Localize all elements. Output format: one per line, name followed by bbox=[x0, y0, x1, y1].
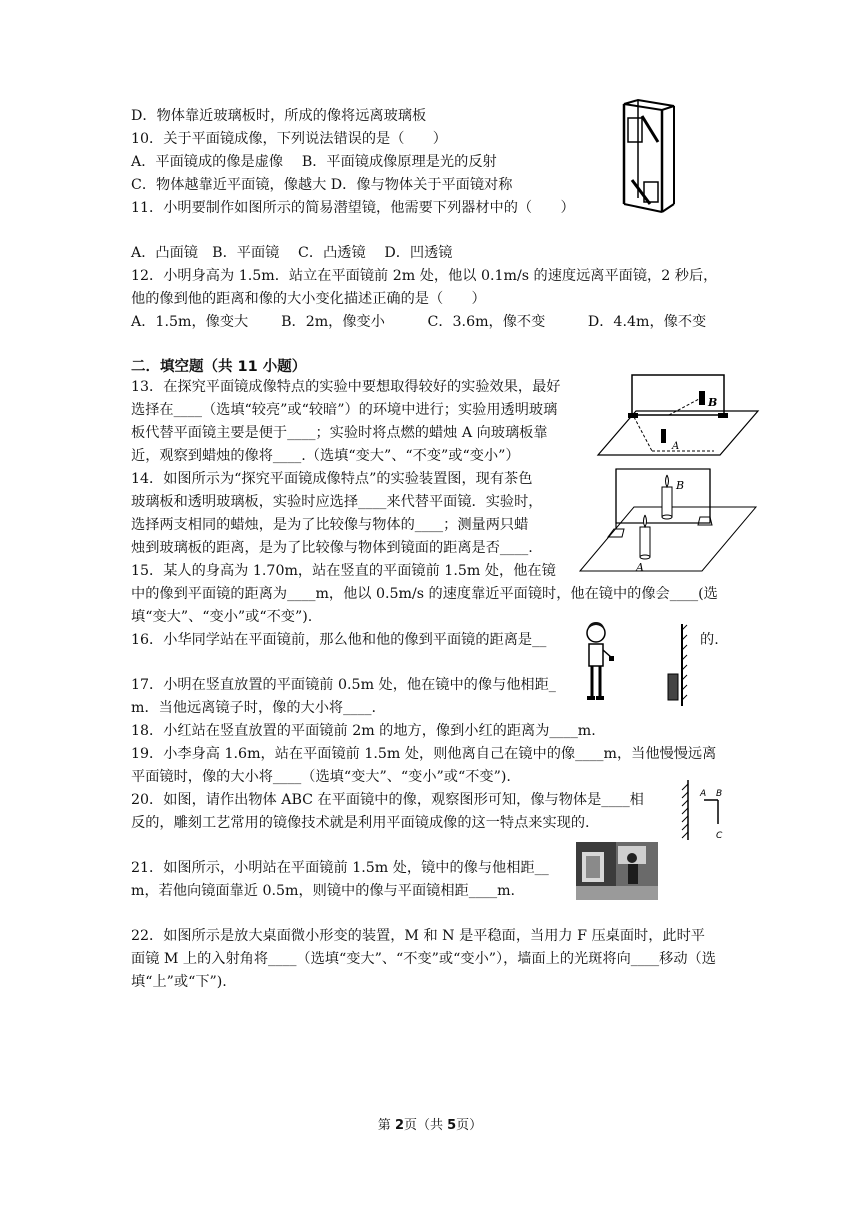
q16-tail-text: 的. bbox=[700, 632, 719, 648]
question-line: m，若他向镜面靠近 0.5m，则镜中的像与平面镜相距____m. bbox=[131, 883, 516, 899]
question-line: 选择在____（选填“较亮”或“较暗”）的环境中进行；实验用透明玻璃 bbox=[131, 402, 558, 418]
footer-mid: 页（共 bbox=[403, 1118, 448, 1133]
question-line: 16．小华同学站在平面镜前，那么他和他的像到平面镜的距离是__ bbox=[131, 632, 547, 648]
question-line: 10．关于平面镜成像，下列说法错误的是（ ） bbox=[131, 131, 447, 147]
footer-total-pages: 5 bbox=[447, 1118, 457, 1133]
candle-experiment-figure bbox=[578, 463, 758, 575]
question-line: 选择两支相同的蜡烛，是为了比较像与物体的____；测量两只蜡 bbox=[131, 517, 529, 533]
footer-suffix: 页） bbox=[456, 1118, 483, 1133]
fig-label-b2: B bbox=[676, 479, 685, 492]
periscope-figure bbox=[618, 98, 680, 216]
fig-label-a3: A bbox=[700, 789, 707, 799]
question-line: 22．如图所示是放大桌面微小形变的装置，M 和 N 是平稳面，当用力 F 压桌面时，此时平 bbox=[131, 928, 705, 944]
question-line: A．凸面镜 B．平面镜 C．凸透镜 D．凹透镜 bbox=[131, 245, 453, 261]
question-line: A．平面镜成的像是虚像 B．平面镜成像原理是光的反射 bbox=[131, 154, 497, 170]
question-line: 他的像到他的距离和像的大小变化描述正确的是（ ） bbox=[131, 291, 486, 307]
boy-figure bbox=[580, 620, 616, 704]
question-line: 11．小明要制作如图所示的简易潜望镜，他需要下列器材中的（ ） bbox=[131, 200, 575, 216]
question-line: 近，观察到蜡烛的像将____.（选填“变大”、“不变”或“变小”） bbox=[131, 448, 520, 464]
question-line: D．物体靠近玻璃板时，所成的像将远离玻璃板 bbox=[131, 108, 427, 124]
question-line: C．物体越靠近平面镜，像越大 D．像与物体关于平面镜对称 bbox=[131, 177, 513, 193]
page-footer bbox=[0, 1114, 860, 1133]
question-line: 填“上”或“下”). bbox=[131, 974, 227, 990]
mirror-photo-figure bbox=[576, 842, 658, 900]
question-line: m．当他远离镜子时，像的大小将____. bbox=[131, 700, 376, 716]
footer-page-number: 2 bbox=[394, 1118, 404, 1133]
question-line: 21．如图所示，小明站在平面镜前 1.5m 处，镜中的像与他相距__ bbox=[131, 860, 549, 876]
wall-mirror-figure bbox=[662, 622, 688, 708]
question-line: A．1.5m，像变大 B．2m，像变小 C．3.6m，像不变 D．4.4m，像不变 bbox=[131, 314, 707, 330]
question-line: 20．如图，请作出物体 ABC 在平面镜中的像，观察图形可知，像与物体是____相 bbox=[131, 792, 644, 808]
question-line: 玻璃板和透明玻璃板，实验时应选择____来代替平面镜．实验时， bbox=[131, 494, 543, 510]
fig-label-c: C bbox=[716, 831, 723, 841]
question-line: 中的像到平面镜的距离为____m，他以 0.5m/s 的速度靠近平面镜时，他在镜中的像会____(选 bbox=[131, 586, 718, 602]
question-line: 17．小明在竖直放置的平面镜前 0.5m 处，他在镜中的像与他相距_ bbox=[131, 677, 556, 693]
glass-plate-experiment-figure bbox=[596, 371, 760, 459]
question-line: 填“变大”、“变小”或“不变”). bbox=[131, 609, 313, 625]
question-line: 烛到玻璃板的距离，是为了比较像与物体到镜面的距离是否____. bbox=[131, 540, 533, 556]
question-line: 13．在探究平面镜成像特点的实验中要想取得较好的实验效果，最好 bbox=[131, 379, 561, 395]
question-line: 12．小明身高为 1.5m．站立在平面镜前 2m 处，他以 0.1m/s 的速度远离平面镜，2 秒后， bbox=[131, 268, 718, 284]
question-line: 反的，雕刻工艺常用的镜像技术就是利用平面镜成像的这一特点来实现的. bbox=[131, 815, 590, 831]
abc-mirror-figure bbox=[678, 778, 740, 842]
question-line: 面镜 M 上的入射角将____（选填“变大”、“不变”或“变小”），墙面上的光斑将向____移动（选 bbox=[131, 951, 716, 967]
question-line: 18．小红站在竖直放置的平面镜前 2m 的地方，像到小红的距离为____m. bbox=[131, 723, 596, 739]
question-line: 板代替平面镜主要是便于____；实验时将点燃的蜡烛 A 向玻璃板靠 bbox=[131, 425, 548, 441]
fig-label-b3: B bbox=[716, 789, 723, 799]
fig-label-a: A bbox=[672, 441, 680, 452]
fig-label-b: B bbox=[708, 396, 718, 409]
question-line: 14．如图所示为“探究平面镜成像特点”的实验装置图，现有茶色 bbox=[131, 471, 533, 487]
section-title: 二．填空题（共 11 小题） bbox=[131, 359, 307, 375]
question-line: 平面镜时，像的大小将____（选填“变大”、“变小”或“不变”). bbox=[131, 769, 511, 785]
fig-label-a2: A bbox=[636, 561, 644, 574]
footer-prefix: 第 bbox=[377, 1118, 395, 1133]
question-line: 19．小李身高 1.6m，站在平面镜前 1.5m 处，则他离自己在镜中的像____m，当他慢慢远离 bbox=[131, 746, 717, 762]
question-line: 15．某人的身高为 1.70m，站在竖直的平面镜前 1.5m 处，他在镜 bbox=[131, 563, 556, 579]
